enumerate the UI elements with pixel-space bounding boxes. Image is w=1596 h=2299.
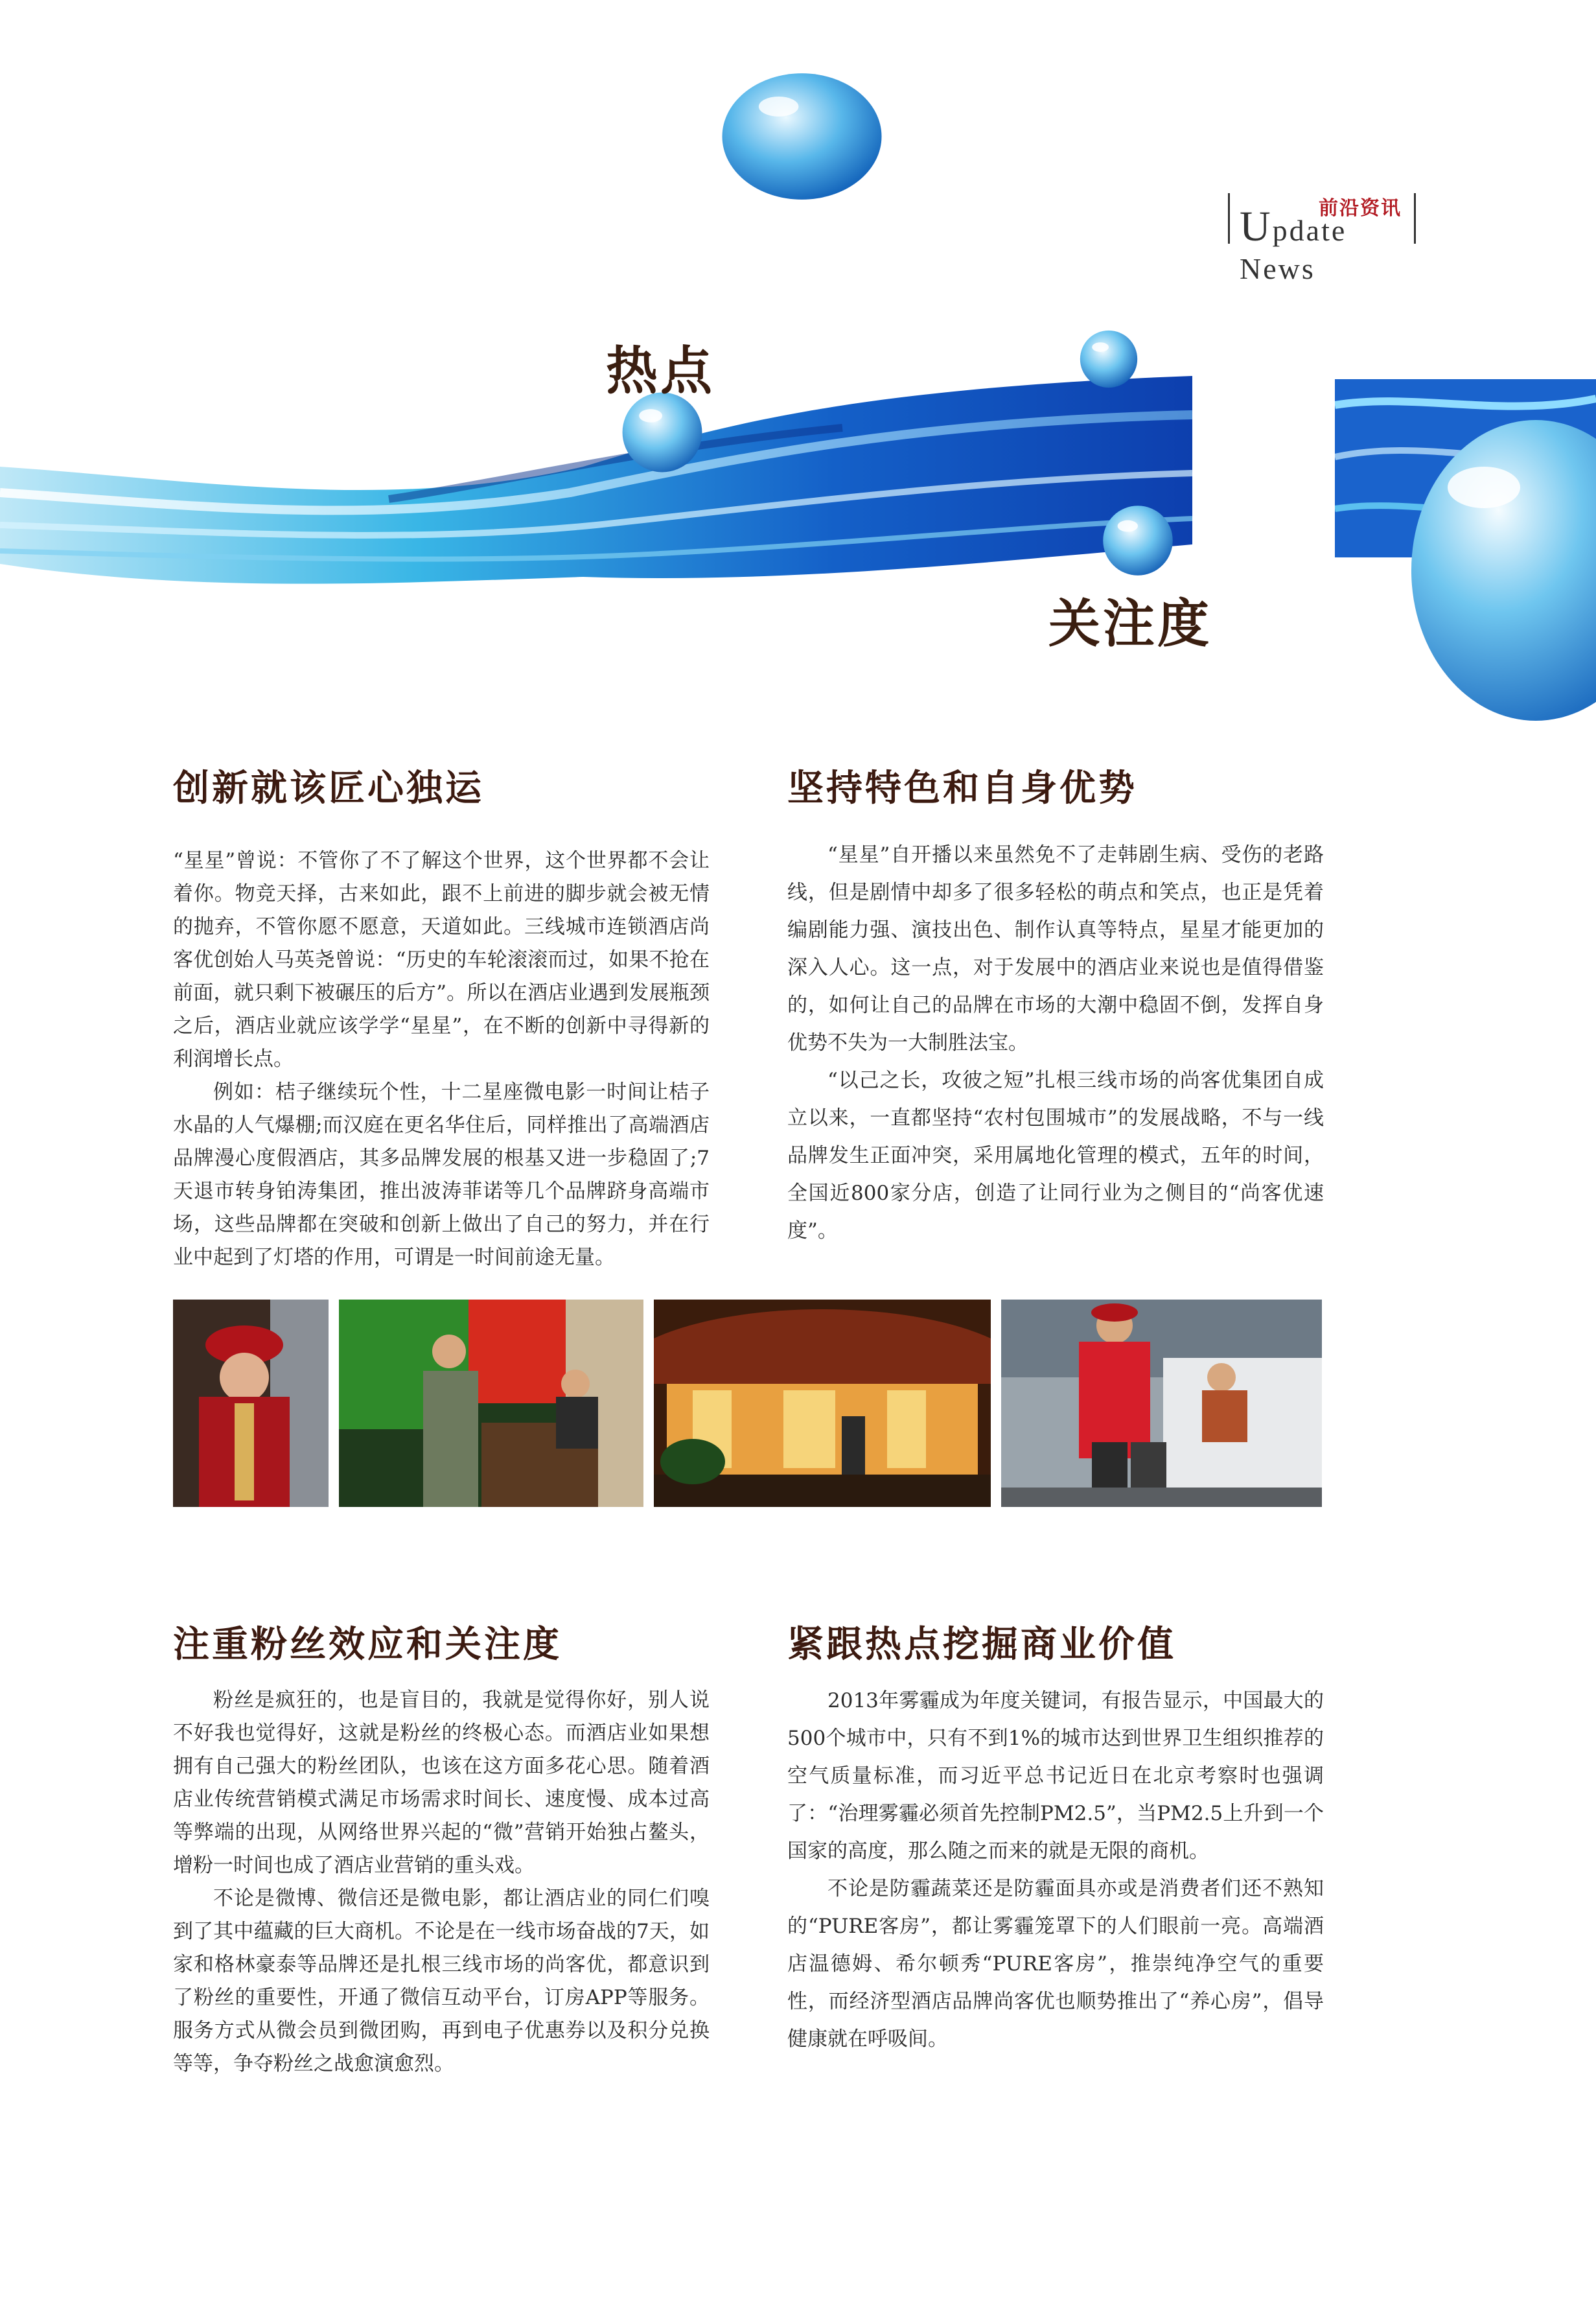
section-label-en: Update News xyxy=(1240,203,1347,285)
paragraph: “以己之长，攻彼之短”扎根三线市场的尚客优集团自成立以来，一直都坚持“农村包围城市”的发展战略，不与一线品牌发生正面冲突，采用属地化管理的模式，五年的时间，全国近800家分店，创造了让同行业为之侧目的“尚客优速度”。 xyxy=(787,1069,1324,1243)
water-bubble-icon xyxy=(716,70,888,203)
water-wave-graphic xyxy=(0,369,1192,596)
paragraph: 不论是微博、微信还是微电影，都让酒店业的同仁们嗅到了其中蕴藏的巨大商机。不论是在一线市场奋战的7天，如家和格林豪泰等品牌还是扎根三线市场的尚客优，都意识到了粉丝的重要性，开通了微信互动平台，订房APP等服务。服务方式从微会员到微团购，再到电子优惠券以及积分兑换等等，争夺粉丝之战愈演愈烈。 xyxy=(173,1887,710,2075)
paragraph: 粉丝是疯狂的，也是盲目的，我就是觉得你好，别人说不好我也觉得好，这就是粉丝的终极心态。而酒店业如果想拥有自己强大的粉丝团队，也该在这方面多花心思。随着酒店业传统营销模式满足市场需求时间长、速度慢、成本过高等弊端的出现，从网络世界兴起的“微”营销开始独占鳌头，增粉一时间也成了酒店业营销的重头戏。 xyxy=(173,1688,710,1877)
article-body xyxy=(787,1682,1324,2058)
section-header-tag xyxy=(1228,189,1416,285)
photo-strip xyxy=(173,1300,1322,1507)
section-label-cn: 前沿资讯 xyxy=(1319,197,1402,220)
photo-bellman-car xyxy=(1001,1300,1322,1507)
article-body xyxy=(173,845,710,1274)
section-title: 坚持特色和自身优势 xyxy=(787,767,1137,810)
photo-hotel-entrance xyxy=(654,1300,991,1507)
photo-doorman xyxy=(173,1300,329,1507)
section-title: 注重粉丝效应和关注度 xyxy=(173,1623,562,1666)
paragraph: “星星”曾说：不管你了不了解这个世界，这个世界都不会让着你。物竞天择，古来如此，跟不上前进的脚步就会被无情的抛弃，不管你愿不愿意，天道如此。三线城市连锁酒店尚客优创始人马英尧曾说：“历史的车轮滚滚而过，如果不抢在前面，就只剩下被碾压的后方”。所以在酒店业遇到发展瓶颈之后，酒店业就应该学学“星星”，在不断的创新中寻得新的利润增长点。 xyxy=(173,849,710,1071)
section-title: 创新就该匠心独运 xyxy=(173,767,484,810)
hero-word-attention: 关注度 xyxy=(1048,593,1212,654)
water-bubble-icon xyxy=(1406,415,1596,726)
divider xyxy=(1228,193,1230,244)
article-body xyxy=(173,1684,710,2081)
paragraph: 不论是防霾蔬菜还是防霾面具亦或是消费者们还不熟知的“PURE客房”，都让雾霾笼罩下的人们眼前一亮。高端酒店温德姆、希尔顿秀“PURE客房”，推崇纯净空气的重要性，而经济型酒店品牌尚客优也顺势推出了“养心房”，倡导健康就在呼吸间。 xyxy=(787,1877,1324,2051)
hero-word-hotspot: 热点 xyxy=(606,340,715,401)
article-body xyxy=(787,836,1324,1250)
paragraph: 例如：桔子继续玩个性，十二星座微电影一时间让桔子水晶的人气爆棚;而汉庭在更名华住后，同样推出了高端酒店品牌漫心度假酒店，其多品牌发展的根基又进一步稳固了;7天退市转身铂涛集团，推出波涛菲诺等几个品牌跻身高端市场，这些品牌都在突破和创新上做出了自己的努力，并在行业中起到了灯塔的作用，可谓是一时间前途无量。 xyxy=(173,1080,710,1269)
photo-hotel-lobby xyxy=(339,1300,643,1507)
paragraph: “星星”自开播以来虽然免不了走韩剧生病、受伤的老路线，但是剧情中却多了很多轻松的萌点和笑点，也正是凭着编剧能力强、演技出色、制作认真等特点，星星才能更加的深入人心。这一点，对于发展中的酒店业来说也是值得借鉴的，如何让自己的品牌在市场的大潮中稳固不倒，发挥自身优势不失为一大制胜法宝。 xyxy=(787,843,1324,1055)
paragraph: 2013年雾霾成为年度关键词，有报告显示，中国最大的500个城市中，只有不到1%的城市达到世界卫生组织推荐的空气质量标准，而习近平总书记近日在北京考察时也强调了：“治理雾霾必须首先控制PM2.5”，当PM2.5上升到一个国家的高度，那么随之而来的就是无限的商机。 xyxy=(787,1689,1324,1863)
section-title: 紧跟热点挖掘商业价值 xyxy=(787,1623,1176,1666)
water-bubble-icon xyxy=(1079,329,1139,389)
water-bubble-icon xyxy=(1102,504,1174,577)
